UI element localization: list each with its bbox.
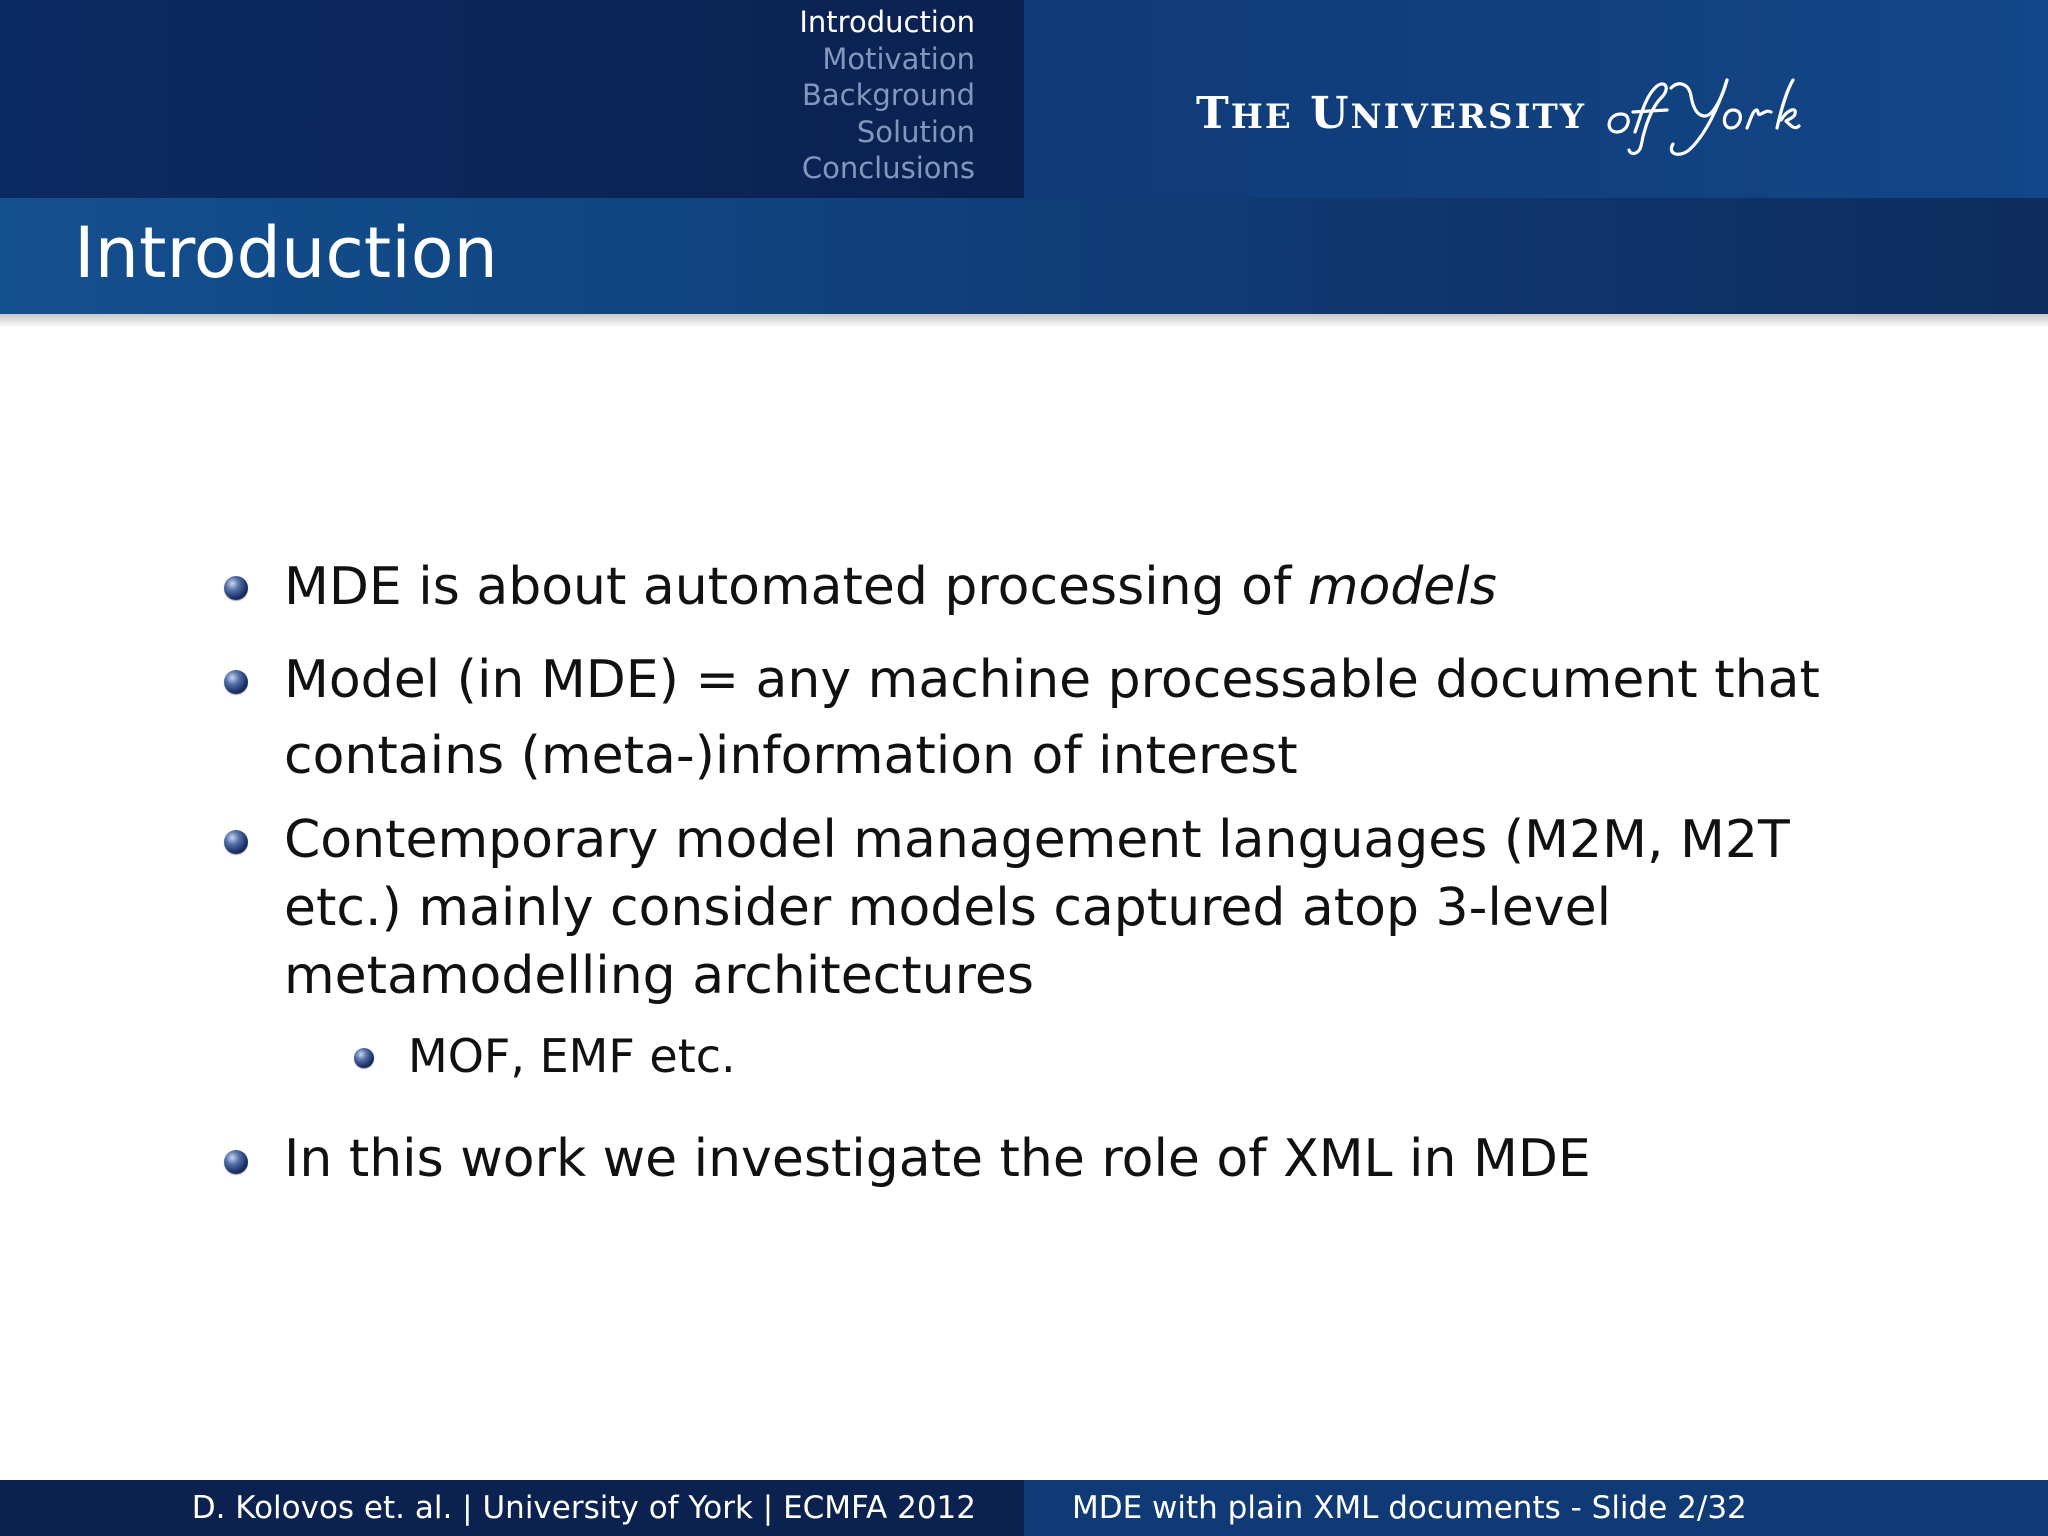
sub-bullet-marker-icon: [354, 1048, 374, 1068]
sub-bullet-item: MOF, EMF etc.: [408, 1029, 736, 1083]
bullet-item-3-line-1: Contemporary model management languages (M2M, M2T: [284, 810, 1790, 870]
bullet-item-3-line-2: etc.) mainly consider models captured atop 3-level: [284, 878, 1612, 938]
slide-footer: [0, 1480, 2048, 1536]
footer-left-panel: [0, 1480, 1024, 1536]
bullet-item-1: [284, 552, 1497, 622]
slide-title: Introduction: [74, 212, 498, 294]
footer-slide-info: MDE with plain XML documents - Slide 2/32: [1072, 1490, 1747, 1526]
nav-item-introduction[interactable]: Introduction: [799, 5, 975, 39]
bullet-item-4: In this work we investigate the role of XML in MDE: [284, 1129, 1591, 1189]
nav-item-motivation[interactable]: Motivation: [822, 41, 975, 76]
bullet-item-2-line-1: Model (in MDE) = any machine processable document that: [284, 650, 1820, 710]
bullet-item-3-line-3: metamodelling architectures: [284, 946, 1034, 1006]
nav-item-solution[interactable]: Solution: [856, 114, 975, 149]
logo-wordmark: THE UNIVERSITY: [1196, 87, 1587, 139]
bullet-marker-icon: [224, 576, 248, 600]
bullet-marker-icon: [224, 830, 248, 854]
nav-item-background[interactable]: Background: [801, 78, 975, 112]
bullet-1-text: MDE is about automated processing of: [284, 557, 1308, 617]
footer-right-panel: [1024, 1480, 2048, 1536]
bullet-marker-icon: [224, 1150, 248, 1174]
bullet-1-emphasis: models: [1307, 557, 1497, 617]
bullet-item-2-line-2: contains (meta-)information of interest: [284, 726, 1298, 786]
footer-author-info: D. Kolovos et. al. | University of York | ECMFA 2012: [191, 1490, 976, 1526]
bullet-marker-icon: [224, 670, 248, 694]
nav-item-conclusions[interactable]: Conclusions: [801, 151, 975, 185]
